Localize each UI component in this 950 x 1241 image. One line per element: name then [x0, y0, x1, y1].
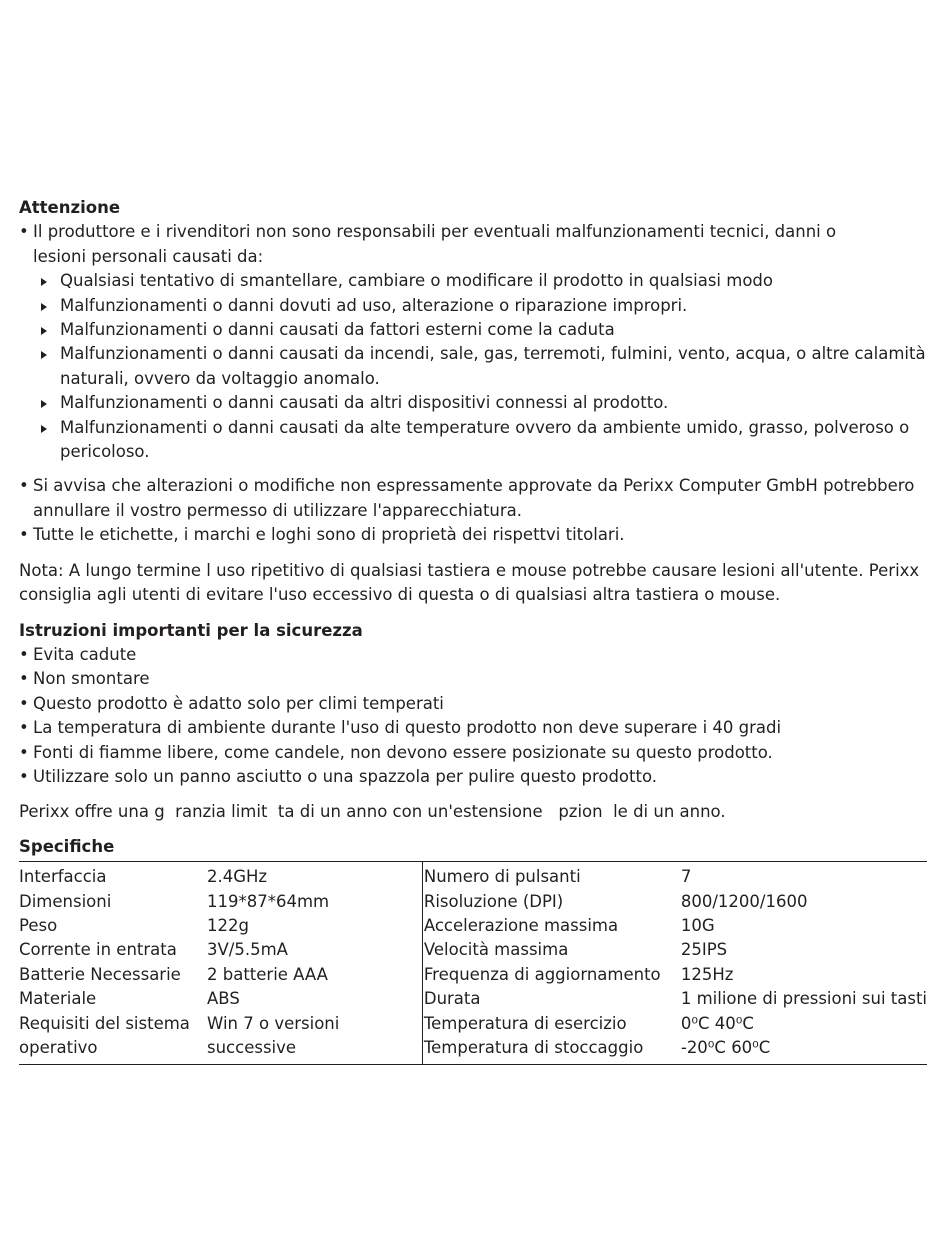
spec-value: Win 7 o versioni	[207, 1013, 340, 1033]
spec-label: Requisiti del sistema	[19, 1013, 190, 1033]
table-divider	[422, 862, 423, 1064]
specs-right-column	[405, 865, 927, 1060]
spec-label: Numero di pulsanti	[423, 867, 581, 887]
spec-value: 122g	[207, 915, 249, 935]
list-item-text-cont: pericoloso.	[60, 442, 150, 462]
spec-value: 800/1200/1600	[680, 891, 808, 911]
specs-left-values	[207, 865, 339, 1060]
spec-label: Risoluzione (DPI)	[423, 891, 564, 911]
specs-heading: Specifiche	[19, 836, 115, 856]
spec-value: 2.4GHz	[207, 867, 268, 887]
list-item: • Utilizzare solo un panno asciutto o una spazzola per pulire questo prodotto.	[19, 765, 929, 789]
document-page	[19, 196, 929, 1065]
attention-heading: Attenzione	[19, 198, 121, 217]
usage-note	[19, 559, 929, 608]
notice-line1: • Si avvisa che alterazioni o modifiche non espressamente approvate da Perixx Computer GmbH potrebbero	[33, 476, 915, 496]
spec-value: 7	[680, 867, 692, 887]
note-line2: consiglia agli utenti di evitare l'uso eccessivo di questa o di qualsiasi altra tastiera o mouse.	[19, 585, 781, 605]
note-line1: Nota: A lungo termine l uso ripetitivo di qualsiasi tastiera e mouse potrebbe causare lesioni all'utente. Perixx	[19, 560, 920, 580]
spec-label: Frequenza di aggiornamento	[423, 964, 661, 984]
spec-label: Temperatura di esercizio	[423, 1013, 627, 1033]
spec-label: Interfaccia	[19, 867, 107, 887]
specs-left-labels	[19, 865, 207, 1060]
spec-value: 119*87*64mm	[207, 891, 330, 911]
spec-value: -20⁰C 60⁰C	[680, 1038, 771, 1057]
list-item-text: Malfunzionamenti o danni dovuti ad uso, alterazione o riparazione impropri.	[60, 295, 688, 315]
list-item	[19, 294, 929, 318]
specs-right-labels	[424, 865, 681, 1060]
spec-value: successive	[207, 1038, 297, 1057]
specs-left-column	[19, 865, 405, 1060]
safety-heading: Istruzioni importanti per la sicurezza	[19, 620, 363, 640]
spec-label: Dimensioni	[19, 891, 112, 911]
list-item	[19, 416, 929, 465]
spec-value: 125Hz	[680, 964, 734, 984]
list-item	[19, 342, 929, 391]
spec-label: Durata	[423, 989, 481, 1009]
spec-value: 25IPS	[680, 940, 728, 960]
spec-value: 3V/5.5mA	[207, 940, 288, 960]
attention-intro-line2: lesioni personali causati da:	[33, 246, 264, 266]
list-item: • Fonti di fiamme libere, come candele, non devono essere posizionate su questo prodotto.	[19, 741, 929, 765]
list-item-text-cont: naturali, ovvero da voltaggio anomalo.	[60, 368, 380, 388]
spec-value: ABS	[207, 989, 240, 1009]
modification-notice	[19, 474, 929, 523]
list-item: • Questo prodotto è adatto solo per climi temperati	[19, 692, 929, 716]
spec-label: Temperatura di stoccaggio	[423, 1038, 644, 1057]
attention-intro	[19, 220, 929, 269]
specs-table	[19, 861, 927, 1065]
list-item: • Non smontare	[19, 667, 929, 691]
spec-label: Corrente in entrata	[19, 940, 177, 960]
notice-line2: annullare il vostro permesso di utilizzare l'apparecchiatura.	[33, 500, 523, 520]
specs-right-values	[681, 865, 927, 1060]
list-item-text: Malfunzionamenti o danni causati da incendi, sale, gas, terremoti, fulmini, vento, acqua, o altre calamità	[60, 344, 926, 364]
spec-label: Batterie Necessarie	[19, 964, 181, 984]
list-item-text: Malfunzionamenti o danni causati da fattori esterni come la caduta	[60, 320, 615, 340]
list-item	[19, 391, 929, 415]
spec-value: 1 milione di pressioni sui tasti	[680, 989, 927, 1009]
spec-label: operativo	[19, 1038, 98, 1057]
spec-value: 10G	[680, 915, 715, 935]
list-item: • Evita cadute	[19, 643, 929, 667]
spec-value: 2 batterie AAA	[207, 964, 328, 984]
trademarks-notice: • Tutte le etichette, i marchi e loghi sono di proprietà dei rispettvi titolari.	[19, 523, 929, 547]
list-item	[19, 318, 929, 342]
list-item	[19, 269, 929, 293]
spec-label: Accelerazione massima	[423, 915, 619, 935]
attention-causes-list	[19, 269, 929, 464]
spec-label: Velocità massima	[423, 940, 569, 960]
attention-intro-line1: • Il produttore e i rivenditori non sono responsabili per eventuali malfunzionamenti tecnici, danni o	[33, 222, 837, 242]
safety-list	[19, 643, 929, 789]
list-item-text: Malfunzionamenti o danni causati da altri dispositivi connessi al prodotto.	[60, 393, 669, 413]
spec-value: 0⁰C 40⁰C	[680, 1013, 754, 1033]
list-item: • La temperatura di ambiente durante l'uso di questo prodotto non deve superare i 40 gradi	[19, 716, 929, 740]
warranty-text: Perixx offre una g ranzia limit ta di un anno con un'estensione pzion le di un anno.	[19, 802, 726, 822]
list-item-text: Qualsiasi tentativo di smantellare, cambiare o modificare il prodotto in qualsiasi modo	[60, 271, 773, 291]
spec-label: Materiale	[19, 989, 97, 1009]
list-item-text: Malfunzionamenti o danni causati da alte temperature ovvero da ambiente umido, grasso, polveroso o	[60, 417, 910, 437]
spec-label: Peso	[19, 915, 58, 935]
